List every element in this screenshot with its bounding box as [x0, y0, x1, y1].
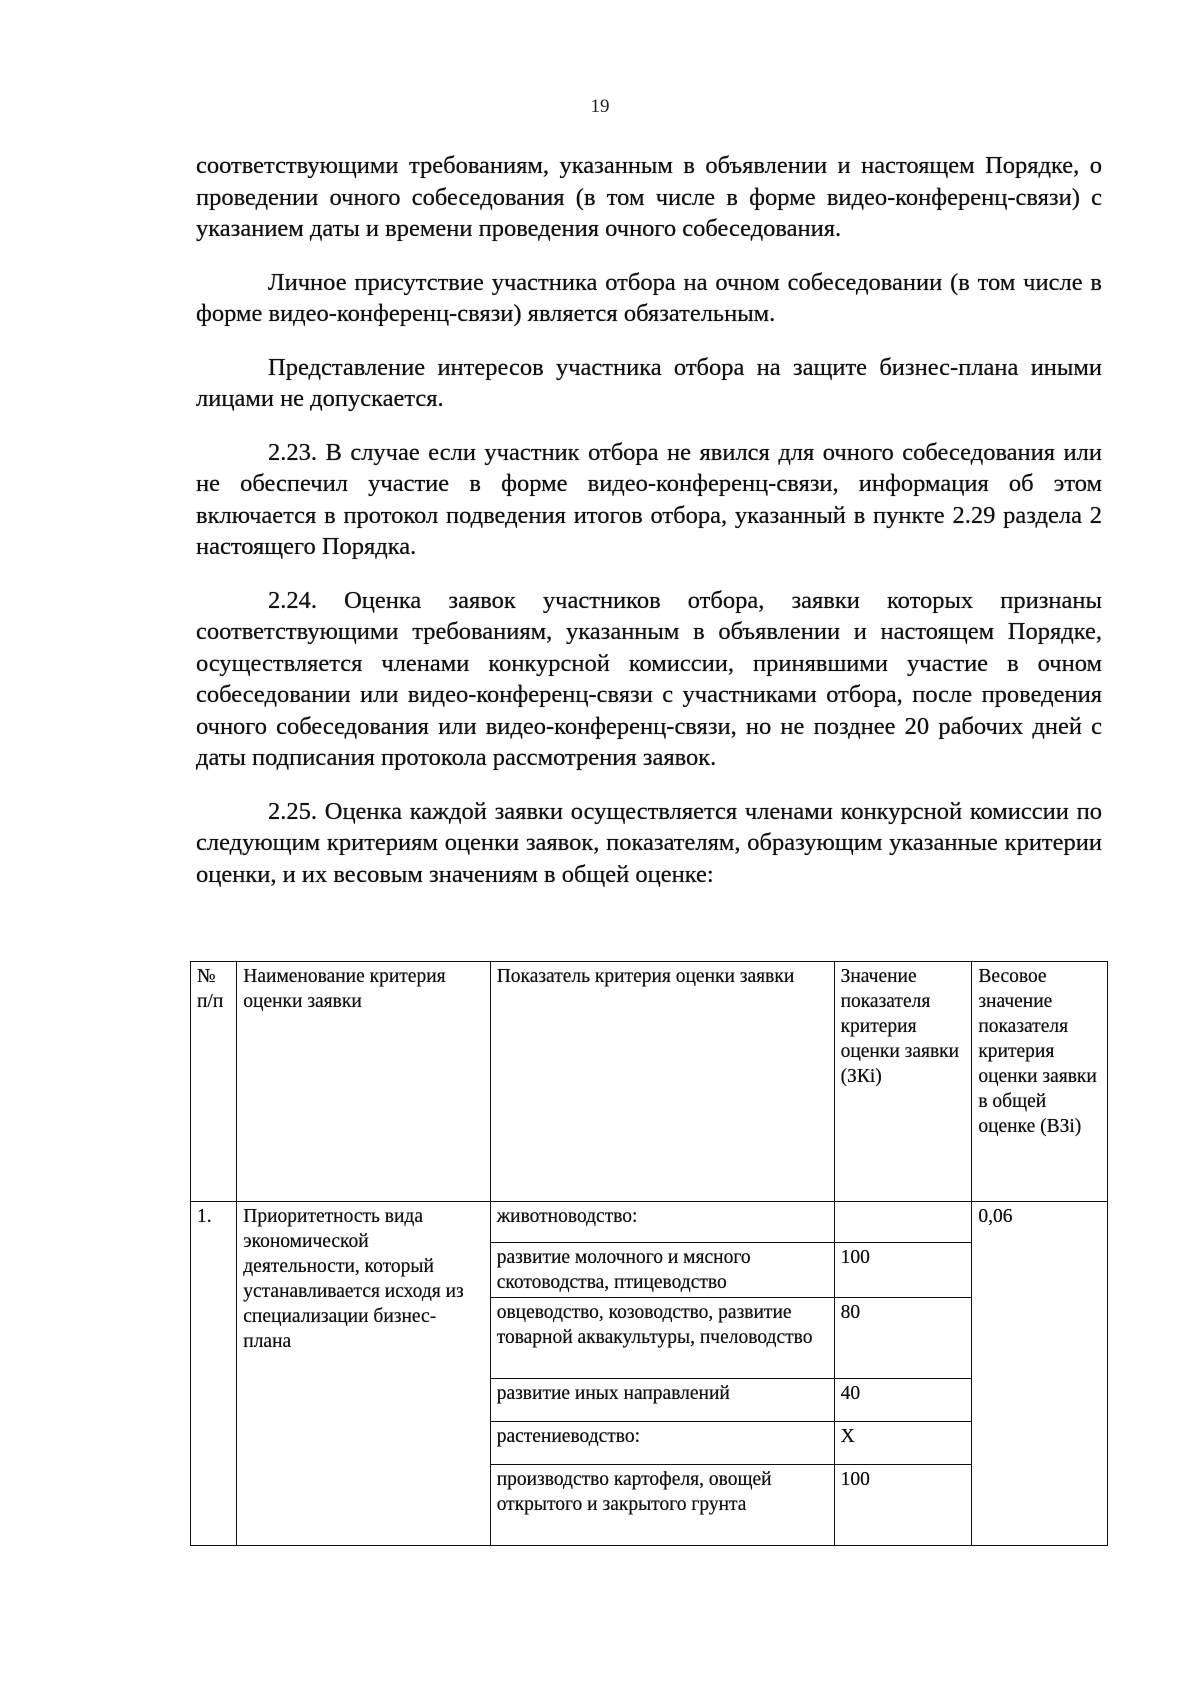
- paragraph-2-25: 2.25. Оценка каждой заявки осуществляется членами конкурсной комиссии по следующим критериям оценки заявок, показателям, образующим указанные критерии оценки, и их весовым значениям в общей оценке:: [196, 797, 1102, 888]
- indicator-label: производство картофеля, овощей открытого и закрытого грунта: [490, 1465, 834, 1546]
- header-value: Значение показателя критерия оценки заявки (ЗКi): [834, 962, 972, 1202]
- table-row: [191, 1202, 1108, 1243]
- row-number: 1.: [191, 1202, 237, 1546]
- indicator-value: 40: [834, 1379, 972, 1422]
- criterion-name: Приоритетность вида экономической деятельности, который устанавливается исходя из специализации бизнес-плана: [237, 1202, 490, 1546]
- header-criterion: Наименование критерия оценки заявки: [237, 962, 490, 1202]
- paragraph-personal-presence: Личное присутствие участника отбора на очном собеседовании (в том числе в форме видео-конференц-связи) является обязательным.: [196, 268, 1102, 327]
- indicator-label: овцеводство, козоводство, развитие товарной аквакультуры, пчеловодство: [490, 1298, 834, 1379]
- indicator-value: 100: [834, 1243, 972, 1298]
- weight-value: 0,06: [972, 1202, 1108, 1546]
- indicator-label: животноводство:: [490, 1202, 834, 1243]
- indicator-value: 100: [834, 1465, 972, 1546]
- indicator-label: развитие иных направлений: [490, 1379, 834, 1422]
- paragraph-2-23: 2.23. В случае если участник отбора не явился для очного собеседования или не обеспечил участие в форме видео-конференц-связи, информация об этом включается в протокол подведения итогов отбора, указанный в пункте 2.29 раздела 2 настоящего Порядка.: [196, 438, 1102, 560]
- indicator-label: развитие молочного и мясного скотоводства, птицеводство: [490, 1243, 834, 1298]
- indicator-value: [834, 1202, 972, 1243]
- paragraph-continuation: соответствующими требованиям, указанным в объявлении и настоящем Порядке, о проведении очного собеседования (в том числе в форме видео-конференц-связи) с указанием даты и времени проведения очного собеседования.: [196, 152, 1102, 242]
- criteria-table: [190, 961, 1108, 1546]
- page-number: 19: [590, 96, 610, 117]
- indicator-label: растениеводство:: [490, 1422, 834, 1465]
- header-num: № п/п: [191, 962, 237, 1202]
- document-body: [196, 150, 1102, 890]
- indicator-value: 80: [834, 1298, 972, 1379]
- paragraph-2-24: 2.24. Оценка заявок участников отбора, заявки которых признаны соответствующими требованиям, указанным в объявлении и настоящем Порядке, осуществляется членами конкурсной комиссии, принявшими участие в очном собеседовании или видео-конференц-связи с участниками отбора, после проведения очного собеседования или видео-конференц-связи, но не позднее 20 рабочих дней с даты подписания протокола рассмотрения заявок.: [196, 586, 1102, 771]
- paragraph-representation: Представление интересов участника отбора на защите бизнес-плана иными лицами не допускается.: [196, 353, 1102, 412]
- header-indicator: Показатель критерия оценки заявки: [490, 962, 834, 1202]
- indicator-value: Х: [834, 1422, 972, 1465]
- table-header-row: [191, 962, 1108, 1202]
- header-weight: Весовое значение показателя критерия оценки заявки в общей оценке (ВЗi): [972, 962, 1108, 1202]
